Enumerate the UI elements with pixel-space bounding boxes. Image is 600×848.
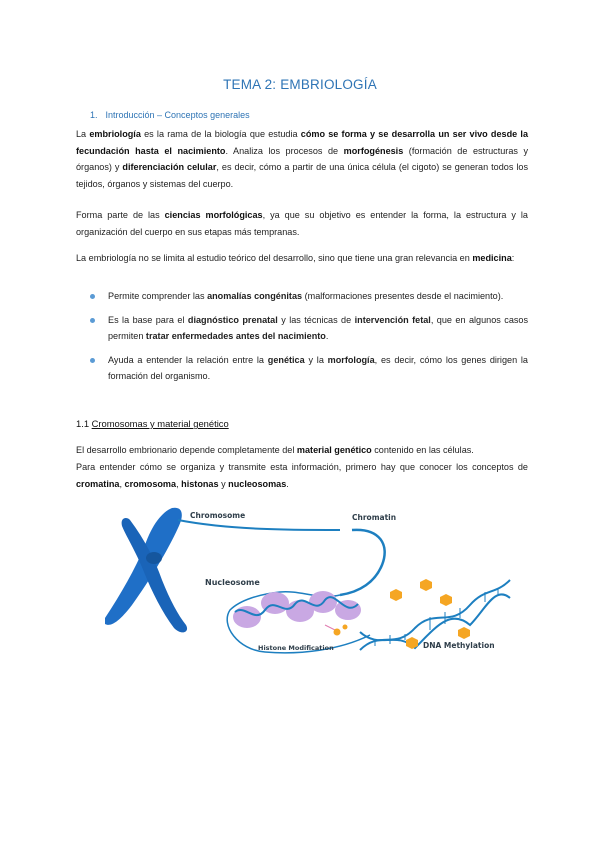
bullet-icon xyxy=(90,318,95,323)
bold-text: histonas xyxy=(181,478,219,489)
bold-text: anomalías congénitas xyxy=(207,291,303,301)
text: . Analiza los procesos de xyxy=(225,145,344,156)
text: , xyxy=(119,478,125,489)
chromatin-fiber xyxy=(340,530,385,595)
bold-text: intervención fetal xyxy=(354,314,431,325)
text: es la rama de la biología que estudia xyxy=(140,129,301,139)
dna-methylation-label: DNA Methylation xyxy=(423,641,495,650)
text: La xyxy=(76,129,90,139)
paragraph-genetic-material xyxy=(76,442,528,459)
list-item xyxy=(90,312,528,345)
chromatin-label: Chromatin xyxy=(352,513,397,522)
list-item xyxy=(90,288,528,305)
subsection-number: 1.1 xyxy=(76,418,92,429)
bold-text: nucleosomas xyxy=(228,478,287,489)
bold-text: genética xyxy=(267,354,305,365)
chromatin-diagram xyxy=(90,500,520,670)
text: Ayuda a entender la relación entre la xyxy=(108,354,268,365)
bold-text: medicina xyxy=(472,253,512,263)
text: (formación de estructuras y órganos) y xyxy=(76,145,528,173)
text: Forma parte de las xyxy=(76,210,165,220)
bold-text: morfología xyxy=(327,354,375,365)
double-helix xyxy=(360,580,510,650)
bold-text: morfogénesis xyxy=(343,145,404,156)
bold-text: embriología xyxy=(89,129,141,139)
text: El desarrollo embrionario depende completamente del xyxy=(76,445,297,455)
text: , que en algunos casos permiten xyxy=(108,314,529,342)
bold-text: cromatina xyxy=(76,478,120,489)
nucleosome-group xyxy=(233,591,361,628)
text: Permite comprender las xyxy=(108,291,208,301)
bold-text: diagnóstico prenatal xyxy=(187,314,278,325)
text: y las técnicas de xyxy=(277,314,355,325)
text: : xyxy=(511,253,515,263)
text: y la xyxy=(304,354,328,365)
bullet-icon xyxy=(90,294,95,299)
text: (malformaciones presentes desde el nacimiento). xyxy=(302,291,504,301)
histone-modification-icon xyxy=(325,625,348,636)
subsection-heading xyxy=(76,418,229,429)
subsection-label: Cromosomas y material genético xyxy=(91,418,229,429)
bullet-list xyxy=(90,288,528,392)
paragraph-definition xyxy=(76,126,528,192)
bold-text: tratar enfermedades antes del nacimiento xyxy=(145,331,326,342)
list-item xyxy=(90,352,528,385)
section-label: Introducción – Conceptos generales xyxy=(105,110,250,120)
text: La embriología no se limita al estudio teórico del desarrollo, sino que tiene una gran relevancia en xyxy=(76,253,473,263)
text: , ya que su objetivo es entender la forma, la estructura y la organización del cuerpo en sus etapas más tempranas. xyxy=(76,210,528,237)
text: , es decir, cómo los genes dirigen la formación del organismo. xyxy=(108,354,528,382)
page-title: TEMA 2: EMBRIOLOGÍA xyxy=(223,77,377,92)
text: . xyxy=(325,331,329,342)
chromosome-icon xyxy=(105,508,187,633)
paragraph-concepts xyxy=(76,459,528,492)
text: . xyxy=(286,478,289,489)
histone-icon xyxy=(233,606,261,628)
bold-text: diferenciación celular xyxy=(122,162,217,173)
histone-modification-label: Histone Modification xyxy=(258,644,334,652)
bullet-icon xyxy=(90,358,95,363)
section-heading xyxy=(90,110,250,120)
bold-text: material genético xyxy=(296,445,372,455)
text: Para entender cómo se organiza y transmite esta información, primero hay que conocer los conceptos de xyxy=(76,462,528,472)
bold-text: cómo se forma y se desarrolla un ser vivo desde la fecundación hasta el nacimiento xyxy=(76,129,529,156)
histone-icon xyxy=(335,600,361,620)
section-number: 1. xyxy=(90,110,98,120)
bold-text: ciencias morfológicas xyxy=(164,210,263,220)
text: , es decir, cómo a partir de una única célula (el cigoto) se generan todos los tejidos, órganos y sistemas del cuerpo. xyxy=(76,162,528,189)
paragraph-morphology xyxy=(76,207,528,240)
bold-text: cromosoma xyxy=(124,478,177,489)
nucleosome-label: Nucleosome xyxy=(205,578,260,587)
text: Es la base para el xyxy=(108,314,188,325)
chromosome-label: Chromosome xyxy=(190,511,246,520)
paragraph-medicine xyxy=(76,250,528,267)
text: y xyxy=(218,478,229,489)
text: contenido en las células. xyxy=(371,445,474,455)
text: , xyxy=(176,478,182,489)
chromosome-pointer-line xyxy=(178,520,340,530)
